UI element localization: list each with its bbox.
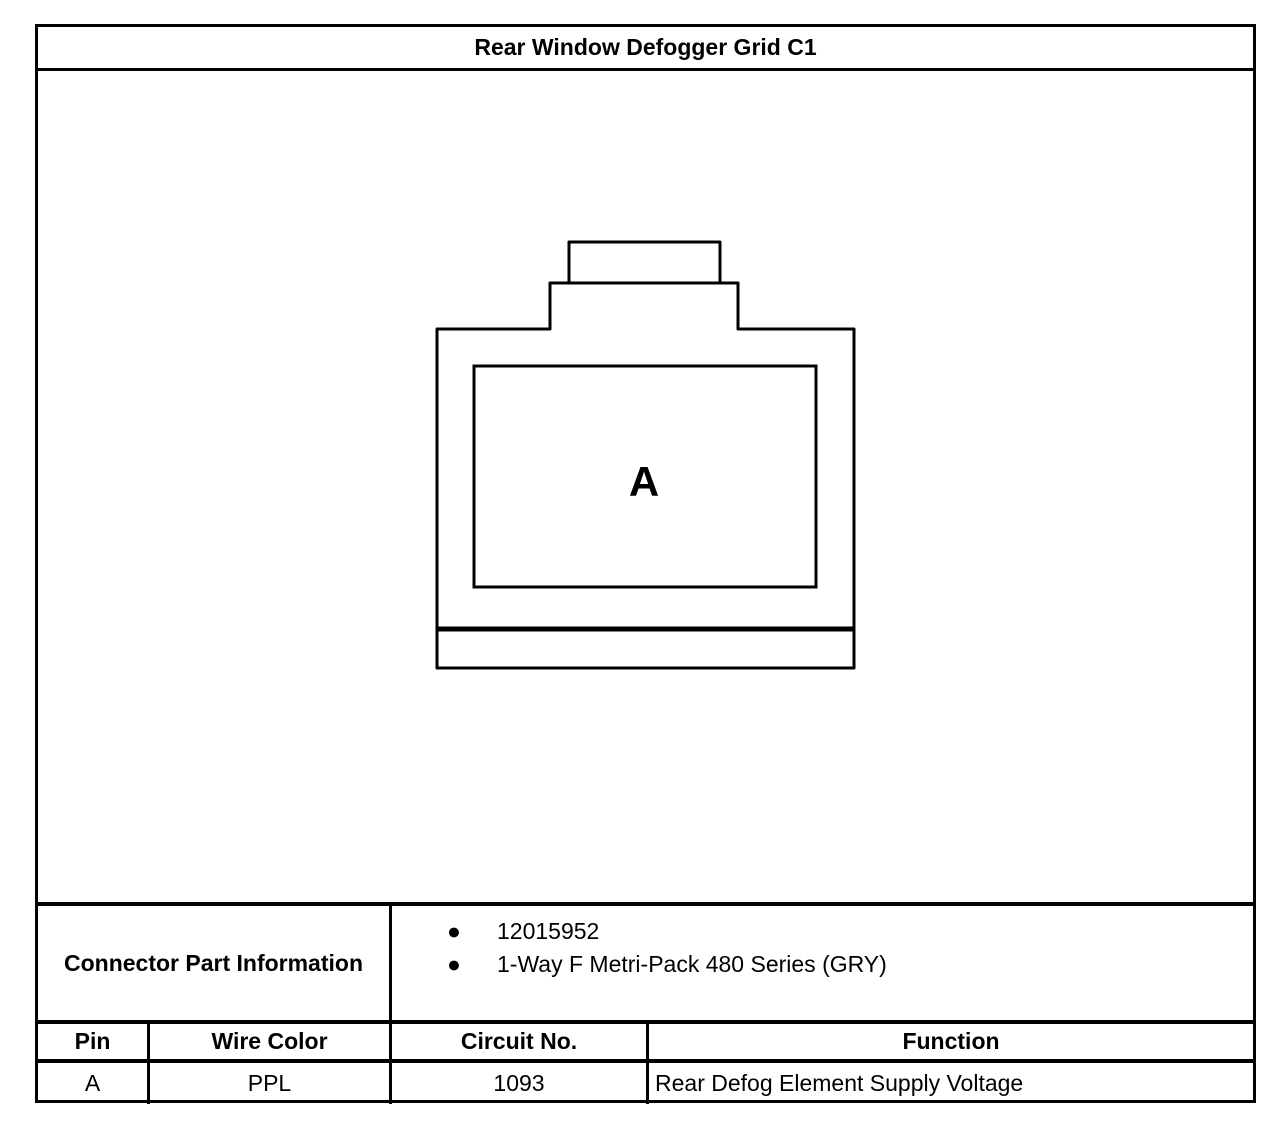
pin-table: [38, 1020, 1253, 1100]
header-circuit-no: Circuit No.: [392, 1024, 649, 1059]
connector-diagram: [38, 71, 1253, 904]
header-wire-color: Wire Color: [150, 1024, 392, 1059]
connector-title: Rear Window Defogger Grid C1: [38, 27, 1253, 71]
connector-description: 1-Way F Metri-Pack 480 Series (GRY): [497, 951, 887, 977]
bullet-icon: ●: [447, 918, 461, 944]
cell-function: Rear Defog Element Supply Voltage: [655, 1070, 1024, 1096]
connector-latch-tab: [569, 242, 720, 283]
connector-part-information: [38, 902, 1253, 1020]
header-function: Function: [902, 1028, 1000, 1054]
connector-part-information-list: [392, 906, 1253, 1020]
connector-face-drawing: [38, 71, 1253, 904]
table-header-row: [38, 1024, 1253, 1063]
part-number: 12015952: [497, 918, 600, 944]
cavity-a-label: A: [628, 458, 660, 505]
bullet-icon: ●: [447, 951, 461, 977]
header-pin: Pin: [38, 1024, 150, 1059]
cell-wire-color: PPL: [150, 1063, 392, 1104]
connector-part-information-label: Connector Part Information: [38, 906, 392, 1020]
connector-sheet: [35, 24, 1256, 1103]
cell-circuit-no: 1093: [392, 1063, 649, 1104]
table-row: [38, 1063, 1253, 1104]
cell-pin: A: [38, 1063, 150, 1104]
